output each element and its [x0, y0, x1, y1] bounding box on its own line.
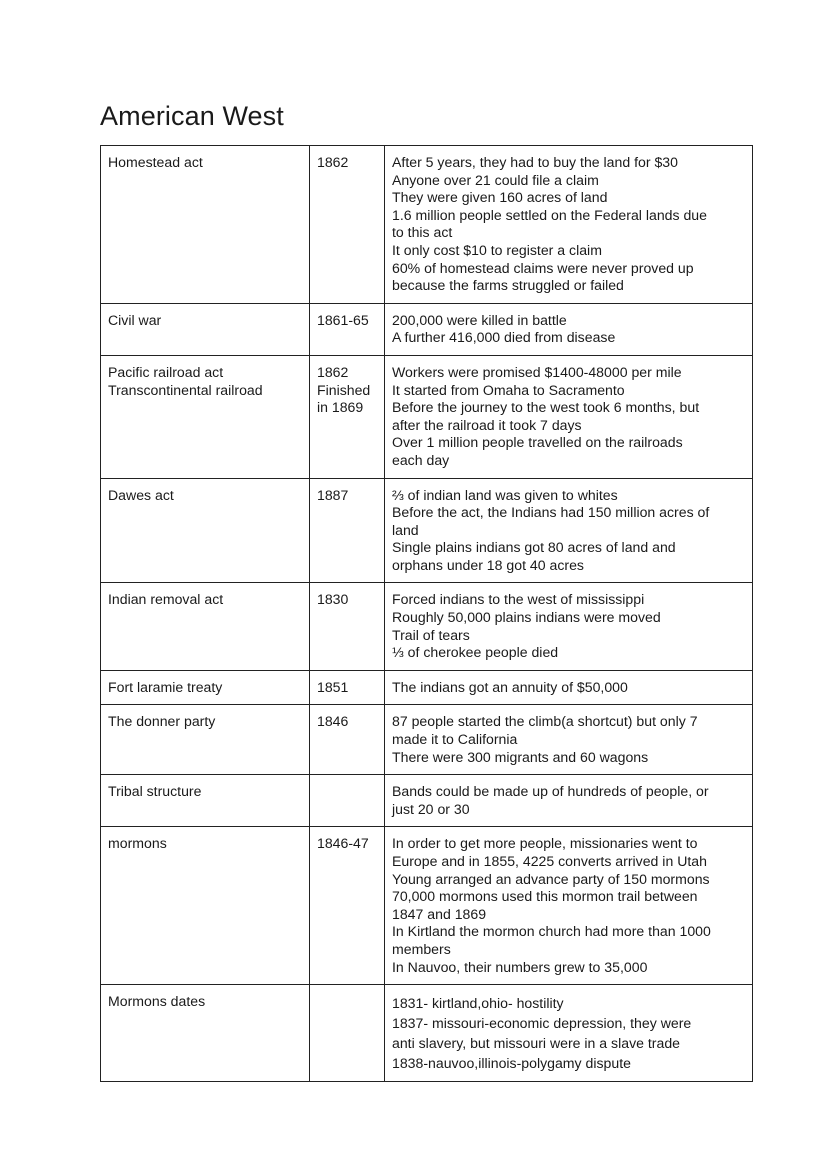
- note-line: orphans under 18 got 40 acres: [392, 556, 584, 573]
- topic-cell: [101, 478, 310, 583]
- topic-cell: [101, 583, 310, 670]
- note-line: after the railroad it took 7 days: [392, 416, 582, 433]
- date-line: in 1869: [317, 399, 364, 416]
- topic-cell: [101, 985, 310, 1082]
- topic-cell: [101, 146, 310, 304]
- table-row: [101, 775, 753, 827]
- notes-cell: [385, 775, 753, 827]
- notes-cell: [385, 985, 753, 1082]
- note-line: because the farms struggled or failed: [392, 277, 624, 294]
- date-line: 1846: [317, 713, 349, 730]
- notes-cell: [385, 670, 753, 705]
- topic-cell: [101, 355, 310, 478]
- topic-line: mormons: [108, 835, 167, 852]
- note-line: Workers were promised $1400-48000 per mile: [392, 363, 682, 380]
- note-line: It started from Omaha to Sacramento: [392, 381, 625, 398]
- topic-cell: [101, 827, 310, 985]
- note-line: Bands could be made up of hundreds of people, or: [392, 783, 709, 800]
- note-line: Anyone over 21 could file a claim: [392, 171, 599, 188]
- topic-cell: [101, 775, 310, 827]
- note-line: It only cost $10 to register a claim: [392, 241, 602, 258]
- date-line: Finished: [317, 381, 371, 398]
- note-line: 1831- kirtland,ohio- hostility: [392, 995, 564, 1012]
- topic-line: Tribal structure: [108, 783, 202, 800]
- topic-line: Transcontinental railroad: [108, 381, 263, 398]
- date-cell: [310, 303, 385, 355]
- topic-cell: [101, 303, 310, 355]
- date-line: 1851: [317, 678, 349, 695]
- topic-line: Civil war: [108, 311, 162, 328]
- note-line: A further 416,000 died from disease: [392, 329, 616, 346]
- page-title: American West: [100, 101, 284, 131]
- note-line: ⅓ of cherokee people died: [392, 644, 559, 661]
- note-line: In order to get more people, missionaries went to: [392, 835, 698, 852]
- note-line: The indians got an annuity of $50,000: [392, 678, 628, 695]
- note-line: 1837- missouri-economic depression, they were: [392, 1015, 692, 1032]
- note-line: Young arranged an advance party of 150 mormons: [392, 870, 710, 887]
- date-cell: [310, 146, 385, 304]
- note-line: In Kirtland the mormon church had more than 1000: [392, 923, 711, 940]
- notes-cell: [385, 705, 753, 775]
- note-line: land: [392, 521, 419, 538]
- note-line: just 20 or 30: [392, 800, 470, 817]
- table-row: [101, 355, 753, 478]
- note-line: 200,000 were killed in battle: [392, 311, 567, 328]
- date-line: 1862: [317, 154, 349, 170]
- topic-line: Fort laramie treaty: [108, 678, 223, 695]
- date-line: 1846-47: [317, 835, 369, 852]
- date-line: 1887: [317, 486, 349, 503]
- notes-cell: [385, 583, 753, 670]
- note-line: There were 300 migrants and 60 wagons: [392, 748, 649, 765]
- note-line: 1.6 million people settled on the Federal lands due: [392, 206, 707, 223]
- notes-cell: [385, 303, 753, 355]
- notes-cell: [385, 146, 753, 304]
- date-line: 1830: [317, 591, 349, 608]
- date-cell: [310, 670, 385, 705]
- topic-cell: [101, 670, 310, 705]
- note-line: Europe and in 1855, 4225 converts arrived in Utah: [392, 853, 707, 869]
- note-line: Single plains indians got 80 acres of land and: [392, 539, 676, 556]
- date-cell: [310, 827, 385, 985]
- notes-table-body: [101, 146, 753, 1082]
- topic-line: Pacific railroad act: [108, 363, 224, 380]
- date-cell: [310, 775, 385, 827]
- note-line: 1838-nauvoo,illinois-polygamy dispute: [392, 1055, 631, 1072]
- note-line: In Nauvoo, their numbers grew to 35,000: [392, 958, 648, 975]
- date-line: 1861-65: [317, 311, 369, 328]
- table-row: [101, 670, 753, 705]
- note-line: Forced indians to the west of mississippi: [392, 591, 645, 608]
- note-line: anti slavery, but missouri were in a slave trade: [392, 1035, 680, 1052]
- date-cell: [310, 985, 385, 1082]
- note-line: ⅔ of indian land was given to whites: [392, 486, 618, 503]
- table-row: [101, 705, 753, 775]
- note-line: Roughly 50,000 plains indians were moved: [392, 609, 661, 626]
- notes-cell: [385, 478, 753, 583]
- note-line: 70,000 mormons used this mormon trail between: [392, 888, 698, 905]
- table-row: [101, 478, 753, 583]
- topic-cell: [101, 705, 310, 775]
- table-row: [101, 303, 753, 355]
- topic-line: Indian removal act: [108, 591, 224, 608]
- date-cell: [310, 583, 385, 670]
- notes-table: [100, 145, 753, 1082]
- table-row: [101, 985, 753, 1082]
- note-line: Over 1 million people travelled on the railroads: [392, 434, 683, 451]
- table-row: [101, 583, 753, 670]
- date-line: 1862: [317, 363, 349, 380]
- note-line: 1847 and 1869: [392, 905, 487, 922]
- topic-line: Homestead act: [108, 154, 203, 170]
- notes-cell: [385, 827, 753, 985]
- note-line: Trail of tears: [392, 626, 470, 643]
- date-cell: [310, 355, 385, 478]
- note-line: to this act: [392, 224, 453, 241]
- note-line: They were given 160 acres of land: [392, 189, 608, 206]
- note-line: each day: [392, 451, 450, 468]
- note-line: 60% of homestead claims were never proved up: [392, 259, 694, 276]
- table-row: [101, 827, 753, 985]
- topic-line: Mormons dates: [108, 993, 206, 1010]
- note-line: made it to California: [392, 731, 518, 748]
- date-cell: [310, 478, 385, 583]
- topic-line: Dawes act: [108, 486, 174, 503]
- notes-cell: [385, 355, 753, 478]
- note-line: Before the act, the Indians had 150 million acres of: [392, 504, 710, 521]
- table-row: [101, 146, 753, 304]
- topic-line: The donner party: [108, 713, 216, 730]
- note-line: After 5 years, they had to buy the land for $30: [392, 154, 678, 170]
- note-line: members: [392, 940, 451, 957]
- date-cell: [310, 705, 385, 775]
- note-line: 87 people started the climb(a shortcut) but only 7: [392, 713, 698, 730]
- note-line: Before the journey to the west took 6 months, but: [392, 399, 700, 416]
